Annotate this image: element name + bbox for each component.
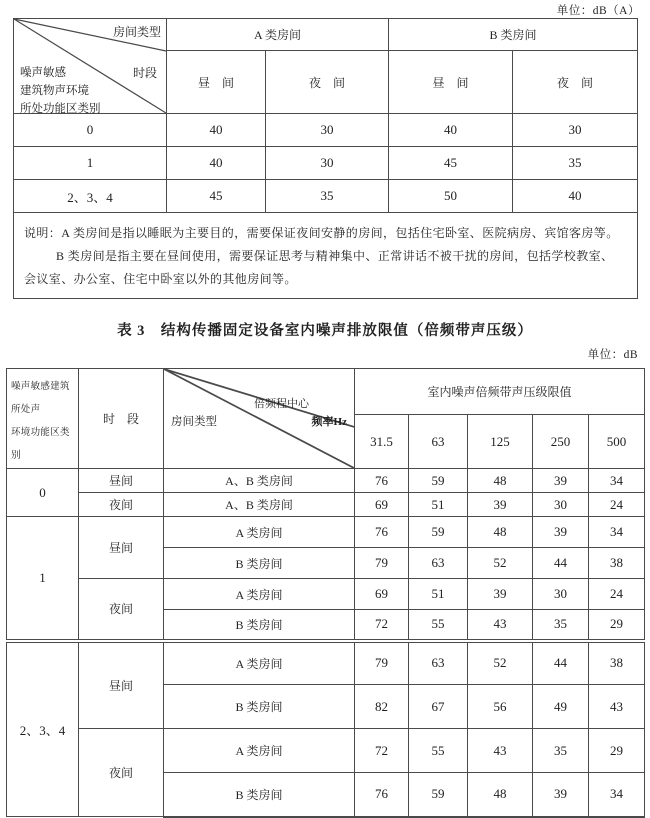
t3-octave-center-label: 倍频程中心 bbox=[254, 398, 309, 410]
t3-value-cell: 24 bbox=[589, 493, 645, 517]
t3-zone-header-line1: 噪声敏感建筑所处声 bbox=[11, 382, 70, 415]
t1-value-cell: 40 bbox=[167, 114, 266, 147]
t3-room-cell: B 类房间 bbox=[164, 548, 355, 579]
structure-borne-noise-octave-limit-table bbox=[6, 368, 645, 818]
t1-value-cell: 30 bbox=[266, 147, 389, 180]
indoor-noise-dba-limit-table bbox=[13, 18, 638, 299]
t3-row bbox=[7, 579, 645, 610]
t3-value-cell: 72 bbox=[355, 729, 409, 773]
t3-period-cell: 夜间 bbox=[79, 493, 164, 517]
t1-value-cell: 45 bbox=[167, 180, 266, 213]
t3-value-cell: 34 bbox=[589, 773, 645, 817]
t1-corner-zone-line2: 建筑物声环境 bbox=[20, 85, 89, 97]
unit-label-db: 单位：dB bbox=[587, 349, 638, 361]
t3-value-cell: 48 bbox=[468, 517, 533, 548]
t3-value-cell: 48 bbox=[468, 469, 533, 493]
t3-period-cell: 昼间 bbox=[79, 517, 164, 579]
t3-value-cell: 76 bbox=[355, 469, 409, 493]
t3-room-cell: A 类房间 bbox=[164, 729, 355, 773]
t1-note-row bbox=[14, 213, 638, 299]
t3-value-cell: 59 bbox=[409, 773, 468, 817]
table3-title: 表 3 结构传播固定设备室内噪声排放限值（倍频带声压级） bbox=[117, 323, 533, 339]
t3-value-cell: 55 bbox=[409, 610, 468, 641]
t1-value-cell: 35 bbox=[513, 147, 638, 180]
t1-row-zone1 bbox=[14, 147, 638, 180]
t3-value-cell: 52 bbox=[468, 548, 533, 579]
t1-category-cell: 1 bbox=[14, 147, 167, 180]
t1-category-cell: 0 bbox=[14, 114, 167, 147]
t3-freq-header: 31.5 bbox=[355, 415, 409, 469]
t3-period-cell: 昼间 bbox=[79, 641, 164, 729]
t3-row bbox=[7, 469, 645, 493]
t3-freq-header: 250 bbox=[533, 415, 589, 469]
t3-frequency-hz-label: 频率Hz bbox=[311, 416, 347, 428]
t3-zone-header-cell bbox=[7, 369, 79, 469]
t3-value-cell: 69 bbox=[355, 579, 409, 610]
t1-value-cell: 30 bbox=[266, 114, 389, 147]
t3-value-cell: 38 bbox=[589, 548, 645, 579]
t3-value-cell: 82 bbox=[355, 685, 409, 729]
t3-value-cell: 59 bbox=[409, 469, 468, 493]
t3-value-cell: 44 bbox=[533, 548, 589, 579]
t3-value-cell: 44 bbox=[533, 641, 589, 685]
t3-row bbox=[7, 517, 645, 548]
t3-freq-header: 125 bbox=[468, 415, 533, 469]
t3-value-cell: 30 bbox=[533, 579, 589, 610]
t3-room-type-label: 房间类型 bbox=[171, 416, 217, 428]
t3-zone-header-line2: 环境功能区类别 bbox=[11, 428, 70, 461]
t3-value-cell: 30 bbox=[533, 493, 589, 517]
t3-value-cell: 29 bbox=[589, 729, 645, 773]
t3-period-cell: 昼间 bbox=[79, 469, 164, 493]
t3-room-cell: A 类房间 bbox=[164, 517, 355, 548]
t3-value-cell: 39 bbox=[468, 579, 533, 610]
t3-category-cell: 2、3、4 bbox=[7, 641, 79, 817]
t1-room-group-b-header: B 类房间 bbox=[389, 19, 638, 51]
t1-category-cell: 2、3、4 bbox=[14, 180, 167, 213]
t3-span-header: 室内噪声倍频带声压级限值 bbox=[355, 369, 645, 415]
t1-value-cell: 35 bbox=[266, 180, 389, 213]
t1-corner-zone-line3: 所处功能区类别 bbox=[20, 103, 101, 115]
t3-value-cell: 38 bbox=[589, 641, 645, 685]
t1-diagonal-header-cell bbox=[14, 19, 167, 114]
t1-room-group-a-header: A 类房间 bbox=[167, 19, 389, 51]
t3-value-cell: 76 bbox=[355, 773, 409, 817]
t3-value-cell: 59 bbox=[409, 517, 468, 548]
t1-value-cell: 40 bbox=[513, 180, 638, 213]
t3-freq-header: 63 bbox=[409, 415, 468, 469]
t3-row bbox=[7, 493, 645, 517]
t3-value-cell: 63 bbox=[409, 548, 468, 579]
t3-room-cell: B 类房间 bbox=[164, 685, 355, 729]
t1-corner-room-type-label: 房间类型 bbox=[112, 25, 161, 39]
t3-value-cell: 49 bbox=[533, 685, 589, 729]
t1-note-paragraph-2: B 类房间是指主要在昼间使用，需要保证思考与精神集中、正常讲话不被干扰的房间，包括学校教室、会议室、办公室、住宅中卧室以外的其他房间等。 bbox=[24, 249, 614, 286]
t3-value-cell: 79 bbox=[355, 548, 409, 579]
t3-value-cell: 52 bbox=[468, 641, 533, 685]
t1-subheader-day-a: 昼 间 bbox=[167, 51, 266, 114]
t3-diagonal-header-cell bbox=[164, 369, 355, 469]
t3-value-cell: 34 bbox=[589, 517, 645, 548]
t3-period-cell: 夜间 bbox=[79, 729, 164, 817]
t3-room-cell: A、B 类房间 bbox=[164, 493, 355, 517]
t3-value-cell: 34 bbox=[589, 469, 645, 493]
t1-corner-zone-line1: 噪声敏感 bbox=[20, 67, 66, 79]
t3-value-cell: 72 bbox=[355, 610, 409, 641]
t3-category-cell: 0 bbox=[7, 469, 79, 517]
t3-value-cell: 43 bbox=[468, 729, 533, 773]
t3-room-cell: B 类房间 bbox=[164, 610, 355, 641]
t3-freq-header: 500 bbox=[589, 415, 645, 469]
t3-value-cell: 67 bbox=[409, 685, 468, 729]
t1-value-cell: 45 bbox=[389, 147, 513, 180]
t3-category-cell: 1 bbox=[7, 517, 79, 641]
t3-value-cell: 79 bbox=[355, 641, 409, 685]
t3-value-cell: 24 bbox=[589, 579, 645, 610]
t1-value-cell: 30 bbox=[513, 114, 638, 147]
t1-row-zone0 bbox=[14, 114, 638, 147]
t1-note-paragraph-1: 说明：A 类房间是指以睡眠为主要目的，需要保证夜间安静的房间，包括住宅卧室、医院病房、宾馆客房等。 bbox=[24, 226, 619, 240]
t1-row-zone234 bbox=[14, 180, 638, 213]
t1-corner-zone-label bbox=[20, 64, 101, 118]
t1-corner-period-label: 时段 bbox=[132, 66, 157, 80]
t3-value-cell: 69 bbox=[355, 493, 409, 517]
t3-value-cell: 43 bbox=[589, 685, 645, 729]
t3-row bbox=[7, 729, 645, 773]
t1-note-cell bbox=[14, 213, 638, 299]
t3-room-cell: A 类房间 bbox=[164, 641, 355, 685]
t1-value-cell: 40 bbox=[389, 114, 513, 147]
t3-value-cell: 51 bbox=[409, 493, 468, 517]
t3-period-cell: 夜间 bbox=[79, 579, 164, 641]
t1-value-cell: 50 bbox=[389, 180, 513, 213]
t3-value-cell: 39 bbox=[533, 469, 589, 493]
t3-value-cell: 51 bbox=[409, 579, 468, 610]
t3-room-cell: B 类房间 bbox=[164, 773, 355, 817]
t3-value-cell: 39 bbox=[468, 493, 533, 517]
t3-value-cell: 29 bbox=[589, 610, 645, 641]
t3-value-cell: 35 bbox=[533, 729, 589, 773]
t3-value-cell: 55 bbox=[409, 729, 468, 773]
t3-value-cell: 63 bbox=[409, 641, 468, 685]
t3-value-cell: 48 bbox=[468, 773, 533, 817]
t1-subheader-day-b: 昼 间 bbox=[389, 51, 513, 114]
t1-subheader-night-b: 夜 间 bbox=[513, 51, 638, 114]
t3-room-cell: A、B 类房间 bbox=[164, 469, 355, 493]
t3-value-cell: 43 bbox=[468, 610, 533, 641]
t3-value-cell: 39 bbox=[533, 517, 589, 548]
unit-label-dba: 单位：dB（A） bbox=[556, 5, 640, 17]
t3-value-cell: 56 bbox=[468, 685, 533, 729]
t3-row bbox=[7, 641, 645, 685]
t3-value-cell: 39 bbox=[533, 773, 589, 817]
t3-value-cell: 35 bbox=[533, 610, 589, 641]
t1-subheader-night-a: 夜 间 bbox=[266, 51, 389, 114]
t1-value-cell: 40 bbox=[167, 147, 266, 180]
t3-period-header-cell: 时 段 bbox=[79, 369, 164, 469]
t3-room-cell: A 类房间 bbox=[164, 579, 355, 610]
t3-value-cell: 76 bbox=[355, 517, 409, 548]
